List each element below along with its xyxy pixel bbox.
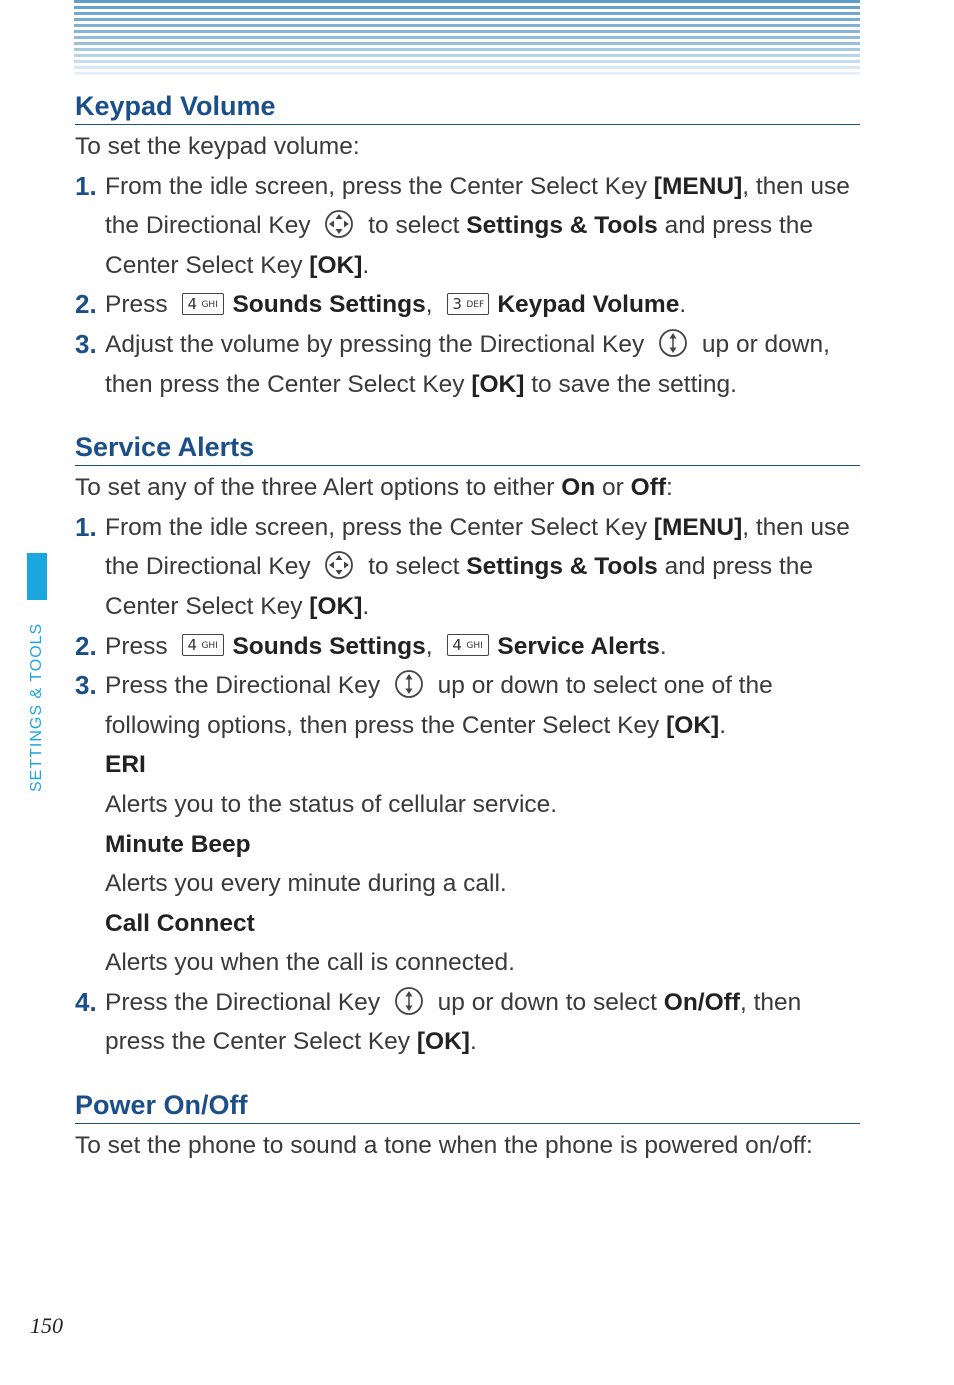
step-text: Press bbox=[105, 632, 175, 660]
page-content bbox=[75, 88, 860, 1166]
step-text: From the idle screen, press the Center Select Key bbox=[105, 513, 654, 541]
step-text: up or down, then press the Center Select Key bbox=[105, 330, 830, 398]
step-text: up or down to select bbox=[430, 988, 664, 1016]
step-number: 2. bbox=[75, 630, 97, 661]
off-label: Off bbox=[630, 474, 667, 502]
option-title-minute-beep: Minute Beep bbox=[105, 830, 251, 858]
step-item bbox=[75, 627, 860, 667]
step-text: . bbox=[362, 592, 370, 620]
option-title-call-connect: Call Connect bbox=[105, 909, 255, 937]
step-text: . bbox=[469, 1028, 477, 1056]
ok-key-label: [OK] bbox=[309, 592, 363, 620]
key-digit: 3 bbox=[452, 294, 462, 313]
option-title-eri: ERI bbox=[105, 751, 146, 779]
key-letters: GHI bbox=[201, 299, 218, 310]
page-number: 150 bbox=[30, 1313, 63, 1338]
step-text: , bbox=[425, 291, 440, 319]
section-title-keypad-volume: Keypad Volume bbox=[75, 88, 860, 125]
step-text: Press the Directional Key bbox=[105, 672, 387, 700]
section-intro bbox=[75, 468, 860, 508]
menu-item-sounds-settings: Sounds Settings bbox=[232, 632, 426, 660]
step-number: 4. bbox=[75, 986, 97, 1017]
step-text: and press the Center Select Key bbox=[105, 212, 814, 279]
section-title-power-onoff: Power On/Off bbox=[75, 1087, 860, 1124]
keypad-4-icon bbox=[447, 634, 489, 656]
step-text: Press the Directional Key bbox=[105, 988, 387, 1016]
ok-key-label: [OK] bbox=[471, 370, 525, 398]
step-text: and press the Center Select Key bbox=[105, 553, 814, 620]
keypad-3-icon bbox=[447, 293, 489, 315]
key-digit: 4 bbox=[452, 636, 462, 655]
settings-tools-label: Settings & Tools bbox=[466, 553, 658, 581]
chapter-tab-marker bbox=[27, 553, 47, 600]
menu-key-label: [MENU] bbox=[653, 172, 743, 200]
step-text: , bbox=[425, 632, 440, 660]
step-item bbox=[75, 508, 860, 627]
step-text: to select bbox=[361, 212, 467, 240]
step-item bbox=[75, 285, 860, 325]
step-number: 3. bbox=[75, 328, 97, 359]
four-way-directional-key-icon bbox=[324, 550, 354, 580]
header-stripe-band bbox=[74, 0, 860, 78]
section-intro: To set the phone to sound a tone when the phone is powered on/off: bbox=[75, 1132, 813, 1160]
section-title-service-alerts: Service Alerts bbox=[75, 429, 860, 466]
option-description: Alerts you to the status of cellular service. bbox=[105, 790, 558, 818]
step-text: , then use the Directional Key bbox=[105, 513, 850, 581]
step-item bbox=[75, 167, 860, 286]
ok-key-label: [OK] bbox=[666, 711, 720, 739]
key-digit: 4 bbox=[187, 636, 197, 655]
up-down-directional-key-icon bbox=[394, 986, 424, 1016]
option-description: Alerts you every minute during a call. bbox=[105, 870, 507, 898]
ok-key-label: [OK] bbox=[416, 1028, 470, 1056]
keypad-4-icon bbox=[182, 634, 224, 656]
menu-item-sounds-settings: Sounds Settings bbox=[232, 291, 426, 319]
on-label: On bbox=[561, 474, 596, 502]
menu-item-keypad-volume: Keypad Volume bbox=[497, 291, 680, 319]
step-text: Adjust the volume by pressing the Directional Key bbox=[105, 330, 652, 358]
intro-text: : bbox=[666, 474, 673, 502]
step-text: , then use the Directional Key bbox=[105, 172, 850, 240]
menu-key-label: [MENU] bbox=[653, 513, 743, 541]
four-way-directional-key-icon bbox=[324, 209, 354, 239]
key-letters: DEF bbox=[466, 299, 485, 310]
key-digit: 4 bbox=[187, 294, 197, 313]
step-text: . bbox=[362, 251, 370, 279]
menu-item-service-alerts: Service Alerts bbox=[497, 632, 660, 660]
step-text: up or down to select one of the following options, then press the Center Select Key bbox=[105, 672, 773, 739]
step-item bbox=[75, 983, 860, 1062]
intro-text: To set any of the three Alert options to either bbox=[75, 474, 562, 502]
key-letters: GHI bbox=[201, 641, 218, 652]
intro-text: or bbox=[595, 474, 631, 502]
step-text: . bbox=[659, 632, 667, 660]
step-number: 1. bbox=[75, 511, 97, 542]
step-number: 3. bbox=[75, 670, 97, 701]
step-number: 1. bbox=[75, 170, 97, 201]
key-letters: GHI bbox=[466, 641, 483, 652]
up-down-directional-key-icon bbox=[394, 669, 424, 699]
step-text: . bbox=[679, 291, 687, 319]
step-text: . bbox=[719, 711, 726, 739]
option-description: Alerts you when the call is connected. bbox=[105, 949, 515, 977]
step-item bbox=[75, 666, 860, 745]
step-text: to save the setting. bbox=[524, 370, 737, 398]
chapter-side-label: SETTINGS & TOOLS bbox=[28, 622, 45, 792]
section-intro: To set the keypad volume: bbox=[75, 133, 360, 160]
step-text: Press bbox=[105, 291, 175, 319]
onoff-label: On/Off bbox=[663, 988, 740, 1016]
up-down-directional-key-icon bbox=[658, 328, 688, 358]
step-text: From the idle screen, press the Center Select Key bbox=[105, 172, 654, 200]
step-item bbox=[75, 325, 860, 404]
step-text: , then press the Center Select Key bbox=[105, 988, 802, 1056]
ok-key-label: [OK] bbox=[309, 251, 363, 279]
step-text: to select bbox=[361, 553, 467, 581]
keypad-4-icon bbox=[182, 293, 224, 315]
step-number: 2. bbox=[75, 289, 97, 320]
settings-tools-label: Settings & Tools bbox=[466, 212, 658, 240]
